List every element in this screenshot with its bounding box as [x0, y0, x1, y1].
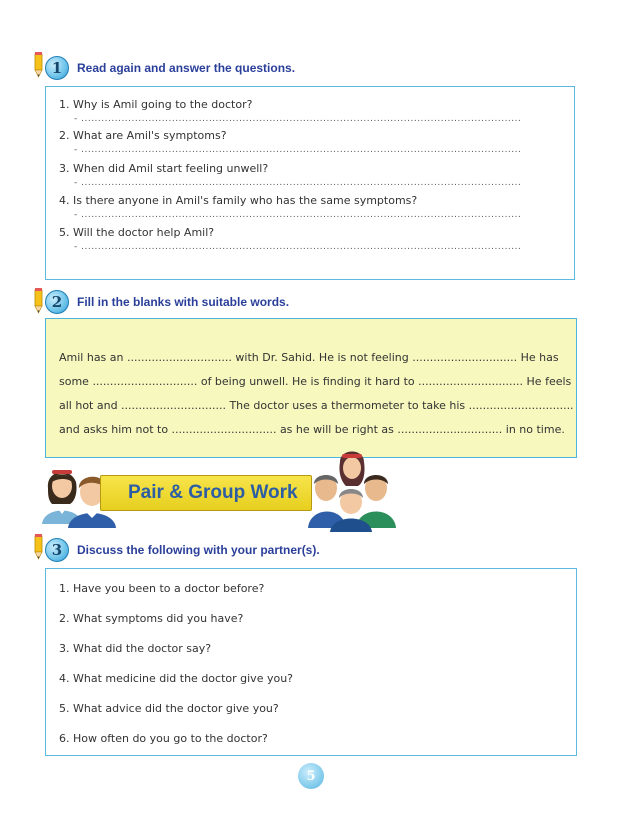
fill-blank-line[interactable]: Amil has an .............................. with Dr. Sahid. He is not feeling .............................. He has [59, 351, 559, 364]
answer-line[interactable]: - ................................................................................................................................... [74, 210, 522, 220]
pencil-icon [32, 288, 46, 314]
question-item: 1. Why is Amil going to the doctor? [59, 98, 253, 111]
discussion-question: 1. Have you been to a doctor before? [59, 582, 265, 595]
answer-line[interactable]: - ................................................................................................................................... [74, 178, 522, 188]
question-item: 5. Will the doctor help Amil? [59, 226, 215, 239]
banner-title: Pair & Group Work [128, 482, 298, 503]
fill-blank-line[interactable]: all hot and .............................. The doctor uses a thermometer to take his .............................. [59, 399, 574, 412]
answer-line[interactable]: - ................................................................................................................................... [74, 242, 522, 252]
discussion-question: 3. What did the doctor say? [59, 642, 212, 655]
discussion-question: 6. How often do you go to the doctor? [59, 732, 268, 745]
question-item: 2. What are Amil's symptoms? [59, 129, 227, 142]
pencil-icon [32, 52, 46, 78]
discussion-box [45, 568, 577, 756]
section-heading: Fill in the blanks with suitable words. [77, 295, 290, 309]
answer-line[interactable]: - ................................................................................................................................... [74, 114, 522, 124]
question-item: 4. Is there anyone in Amil's family who has the same symptoms? [59, 194, 418, 207]
fill-blank-line[interactable]: some .............................. of being unwell. He is finding it hard to .............................. He feels [59, 375, 572, 388]
section-number-badge: 1 [45, 56, 69, 80]
section-number-badge: 3 [45, 538, 69, 562]
group-of-people-illustration [306, 448, 396, 532]
section-heading: Discuss the following with your partner(s). [77, 543, 320, 557]
section-heading: Read again and answer the questions. [77, 61, 296, 75]
page-number-badge: 5 [298, 763, 324, 789]
discussion-question: 4. What medicine did the doctor give you? [59, 672, 294, 685]
pencil-icon [32, 534, 46, 560]
discussion-question: 5. What advice did the doctor give you? [59, 702, 279, 715]
question-item: 3. When did Amil start feeling unwell? [59, 162, 269, 175]
section-number-badge: 2 [45, 290, 69, 314]
discussion-question: 2. What symptoms did you have? [59, 612, 244, 625]
fill-blank-line[interactable]: and asks him not to .............................. as he will be right as .............................. in no time. [59, 423, 565, 436]
answer-line[interactable]: - ................................................................................................................................... [74, 145, 522, 155]
fill-blanks-box [45, 318, 577, 458]
